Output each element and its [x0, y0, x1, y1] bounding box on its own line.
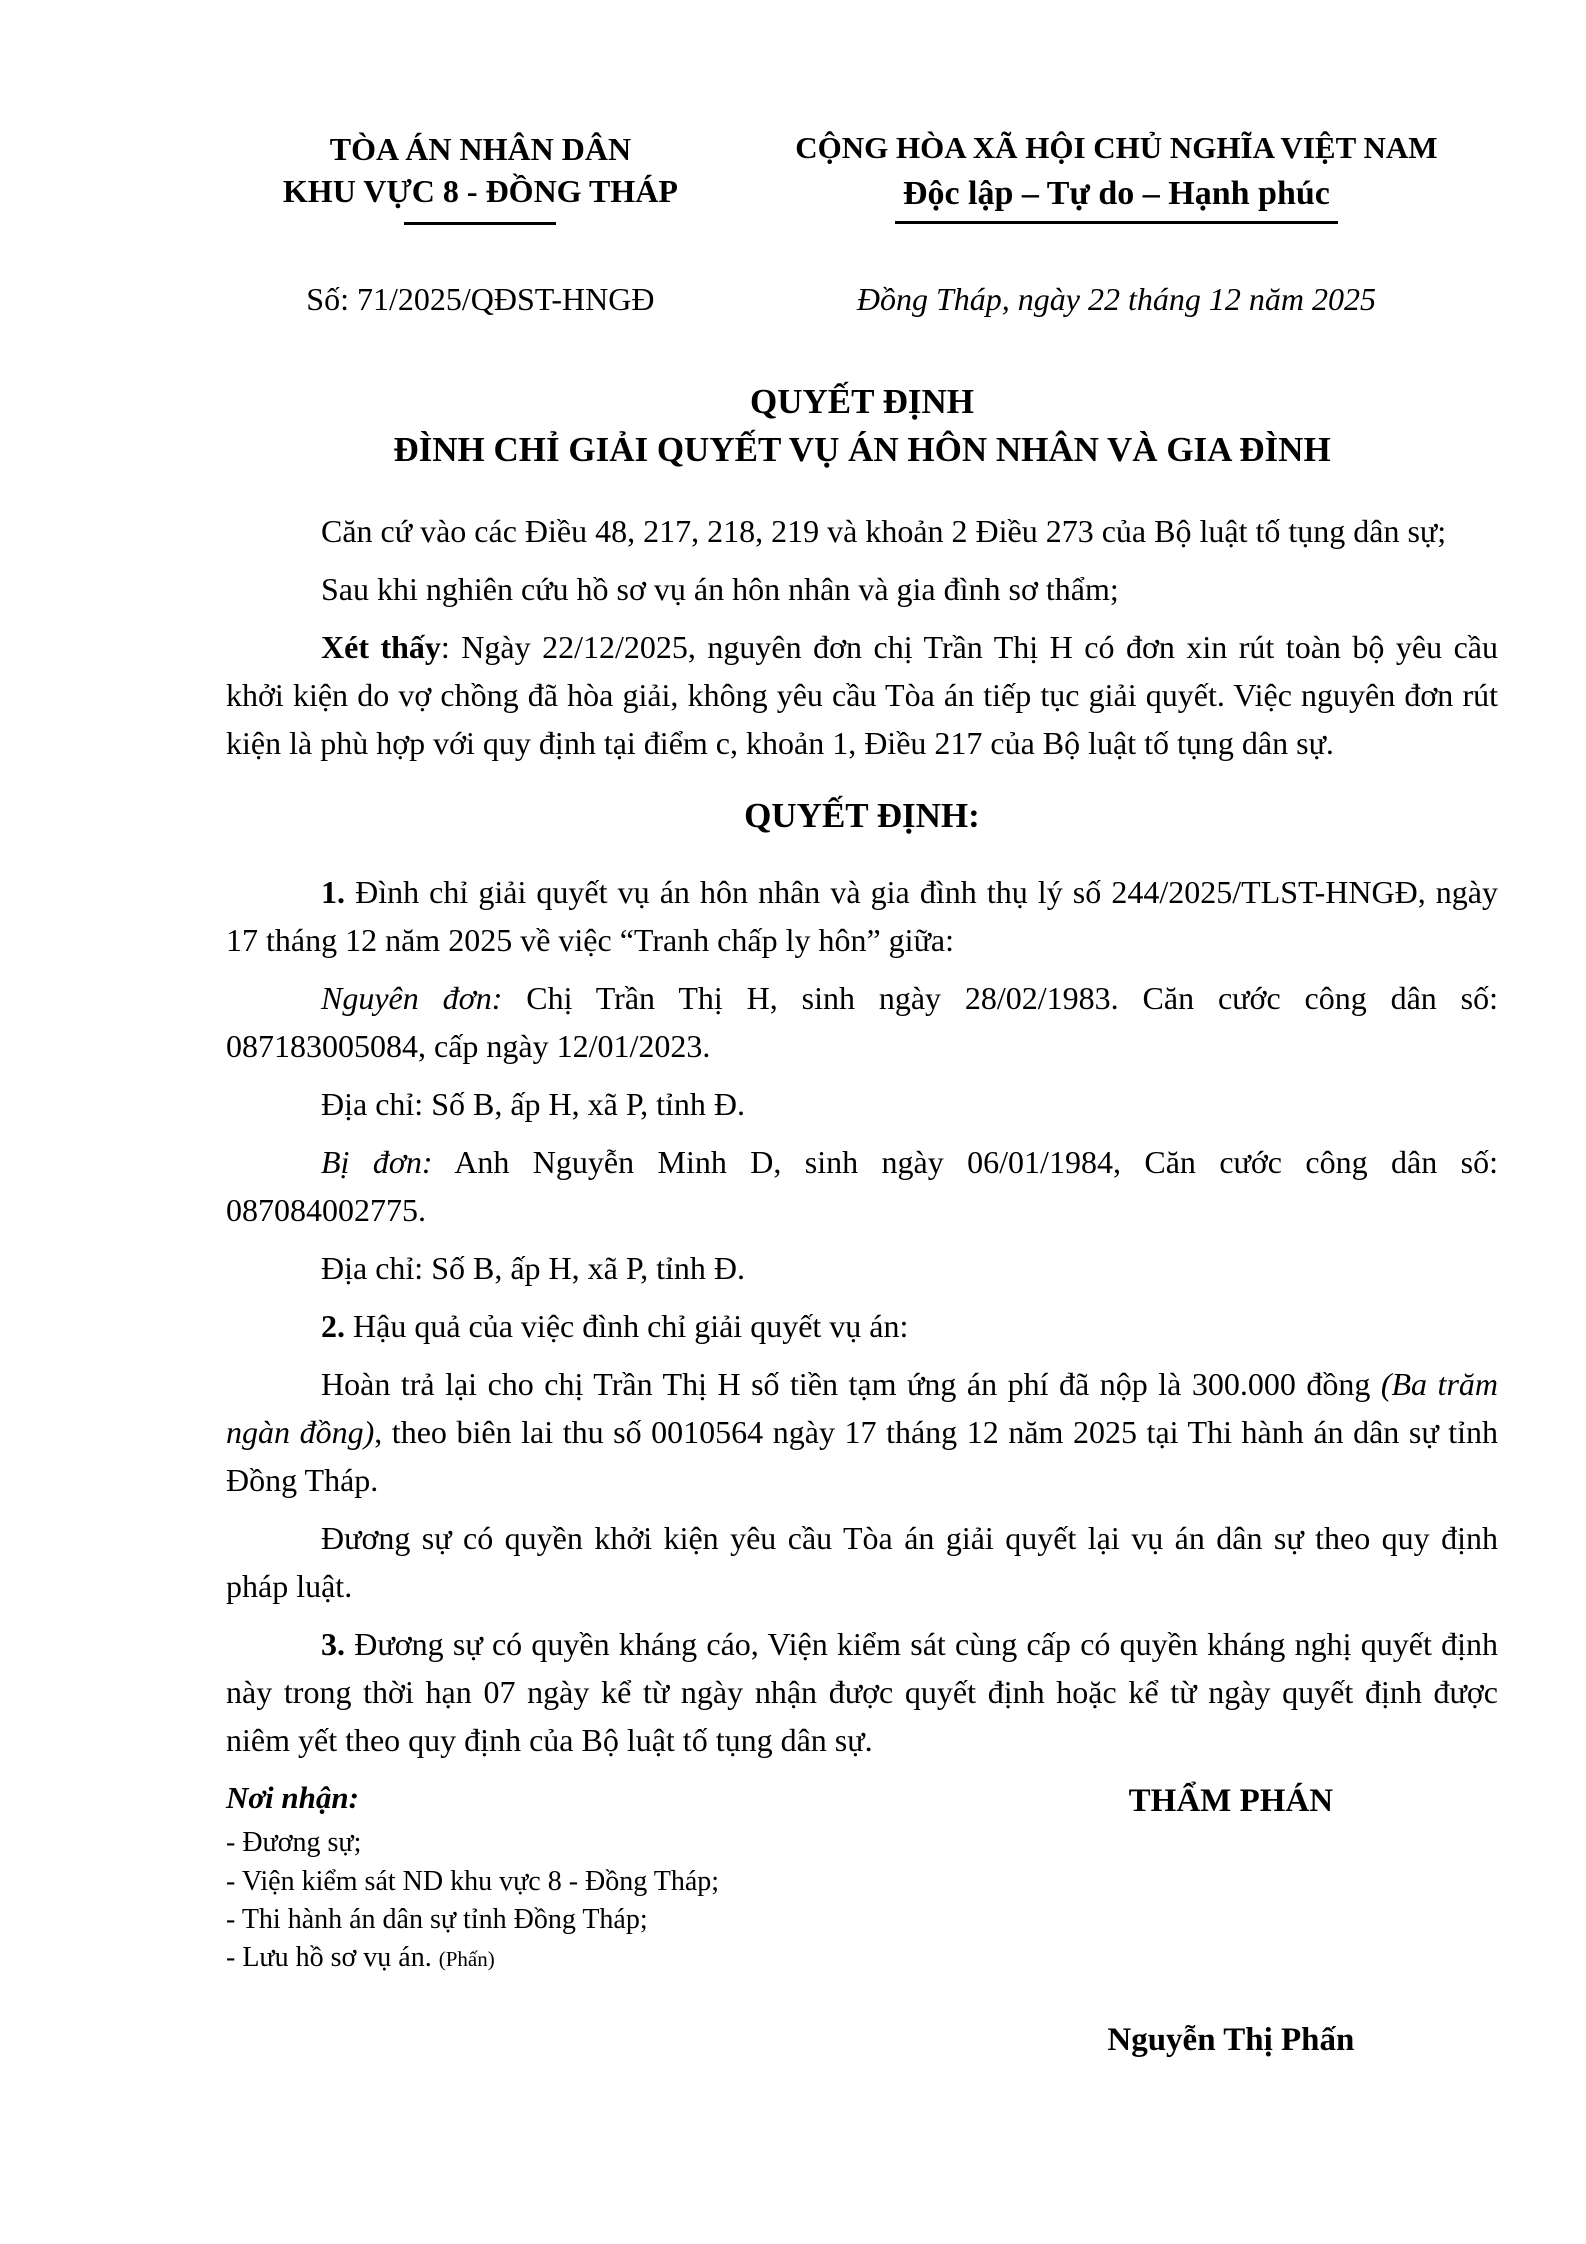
refund-text-pre: Hoàn trả lại cho chị Trần Thị H số tiền tạm ứng án phí đã nộp là 300.000 đồng — [321, 1366, 1381, 1403]
refund-text-post: , theo biên lai thu số 0010564 ngày 17 tháng 12 năm 2025 tại Thi hành án dân sự tỉnh Đồng Tháp. — [226, 1414, 1499, 1499]
document-header — [226, 128, 1498, 225]
xet-thay-text: : Ngày 22/12/2025, nguyên đơn chị Trần Thị H có đơn xin rút toàn bộ yêu cầu khởi kiện do vợ chồng đã hòa giải, không yêu cầu Tòa án tiếp tục giải quyết. Việc nguyên đơn rút kiện là phù hợp với quy định tại điểm c, khoản 1, Điều 217 của Bộ luật tố tụng dân sự. — [226, 628, 1499, 761]
defendant-paragraph — [226, 1138, 1498, 1234]
recipient-item-3: - Thi hành án dân sự tỉnh Đồng Tháp; — [226, 1903, 648, 1935]
item2-text: Hậu quả của việc đình chỉ giải quyết vụ án: — [345, 1308, 909, 1345]
xet-thay-label: Xét thấy — [321, 628, 441, 665]
place-and-date: Đồng Tháp, ngày 22 tháng 12 năm 2025 — [856, 281, 1376, 318]
court-name-block — [226, 128, 735, 225]
item3-number: 3. — [321, 1626, 345, 1663]
preamble-paragraph-3 — [226, 623, 1498, 767]
plaintiff-text: Chị Trần Thị H, sinh ngày 28/02/1983. Căn cước công dân số: 087183005084, cấp ngày 12/01/2023. — [226, 980, 1499, 1065]
item1-text: Đình chỉ giải quyết vụ án hôn nhân và gia đình thụ lý số 244/2025/TLST-HNGĐ, ngày 17 tháng 12 năm 2025 về việc “Tranh chấp ly hôn” giữa: — [226, 874, 1498, 959]
refund-paragraph — [226, 1360, 1498, 1504]
decision-item-3 — [226, 1620, 1498, 1764]
recipient-item-4-text: - Lưu hồ sơ vụ án. — [226, 1941, 432, 1973]
decision-heading: QUYẾT ĐỊNH: — [744, 795, 980, 835]
recipient-item-2: - Viện kiểm sát ND khu vực 8 - Đồng Tháp; — [226, 1865, 720, 1897]
republic-title: CỘNG HÒA XÃ HỘI CHỦ NGHĨA VIỆT NAM — [795, 130, 1438, 165]
court-name-underline — [404, 222, 556, 225]
recipients-block — [226, 1780, 964, 2062]
recipient-item-1: - Đương sự; — [226, 1827, 362, 1859]
document-meta-row — [226, 281, 1498, 318]
decision-item-1 — [226, 868, 1498, 964]
national-header-block — [735, 128, 1498, 224]
item3-text: Đương sự có quyền kháng cáo, Viện kiểm sát cùng cấp có quyền kháng nghị quyết định này trong thời hạn 07 ngày kể từ ngày nhận được quyết định hoặc kể từ ngày quyết định được niêm yết theo quy định của Bộ luật tố tụng dân sự. — [226, 1626, 1498, 1759]
defendant-address: Địa chỉ: Số B, ấp H, xã P, tỉnh Đ. — [321, 1250, 745, 1287]
refund-amount-words: (Ba trăm ngàn đồng) — [226, 1366, 1499, 1451]
defendant-label: Bị đơn: — [321, 1144, 433, 1181]
preamble-paragraph-2: Sau khi nghiên cứu hồ sơ vụ án hôn nhân và gia đình sơ thẩm; — [321, 570, 1119, 607]
plaintiff-paragraph — [226, 974, 1498, 1070]
document-body — [226, 507, 1498, 1765]
recipient-note: (Phấn) — [438, 1946, 495, 1971]
national-motto: Độc lập – Tự do – Hạnh phúc — [895, 173, 1338, 225]
preamble-paragraph-1: Căn cứ vào các Điều 48, 217, 218, 219 và khoản 2 Điều 273 của Bộ luật tố tụng dân sự; — [321, 512, 1447, 549]
plaintiff-label: Nguyên đơn: — [321, 980, 503, 1017]
title-line1: QUYẾT ĐỊNH — [750, 382, 974, 422]
signature-block — [964, 1780, 1498, 2062]
title-line2: ĐÌNH CHỈ GIẢI QUYẾT VỤ ÁN HÔN NHÂN VÀ GIA ĐÌNH — [393, 429, 1331, 469]
court-name-line2: KHU VỰC 8 - ĐỒNG THÁP — [282, 173, 678, 210]
document-number: Số: 71/2025/QĐST-HNGĐ — [306, 281, 655, 318]
document-footer — [226, 1780, 1498, 2062]
judge-name: Nguyễn Thị Phấn — [1107, 2022, 1355, 2059]
court-name-line1: TÒA ÁN NHÂN DÂN — [329, 131, 632, 167]
document-title — [226, 378, 1498, 473]
item1-number: 1. — [321, 874, 345, 911]
decision-item-2 — [226, 1302, 1498, 1350]
recipients-label: Nơi nhận: — [226, 1780, 359, 1816]
item2-number: 2. — [321, 1308, 345, 1345]
defendant-text: Anh Nguyễn Minh D, sinh ngày 06/01/1984, Căn cước công dân số: 087084002775. — [226, 1144, 1499, 1229]
plaintiff-address: Địa chỉ: Số B, ấp H, xã P, tỉnh Đ. — [321, 1086, 745, 1123]
right-to-sue-paragraph: Đương sự có quyền khởi kiện yêu cầu Tòa án giải quyết lại vụ án dân sự theo quy định pháp luật. — [226, 1520, 1498, 1605]
judge-title: THẨM PHÁN — [1128, 1783, 1334, 1820]
recipient-item-4 — [226, 1939, 964, 1977]
